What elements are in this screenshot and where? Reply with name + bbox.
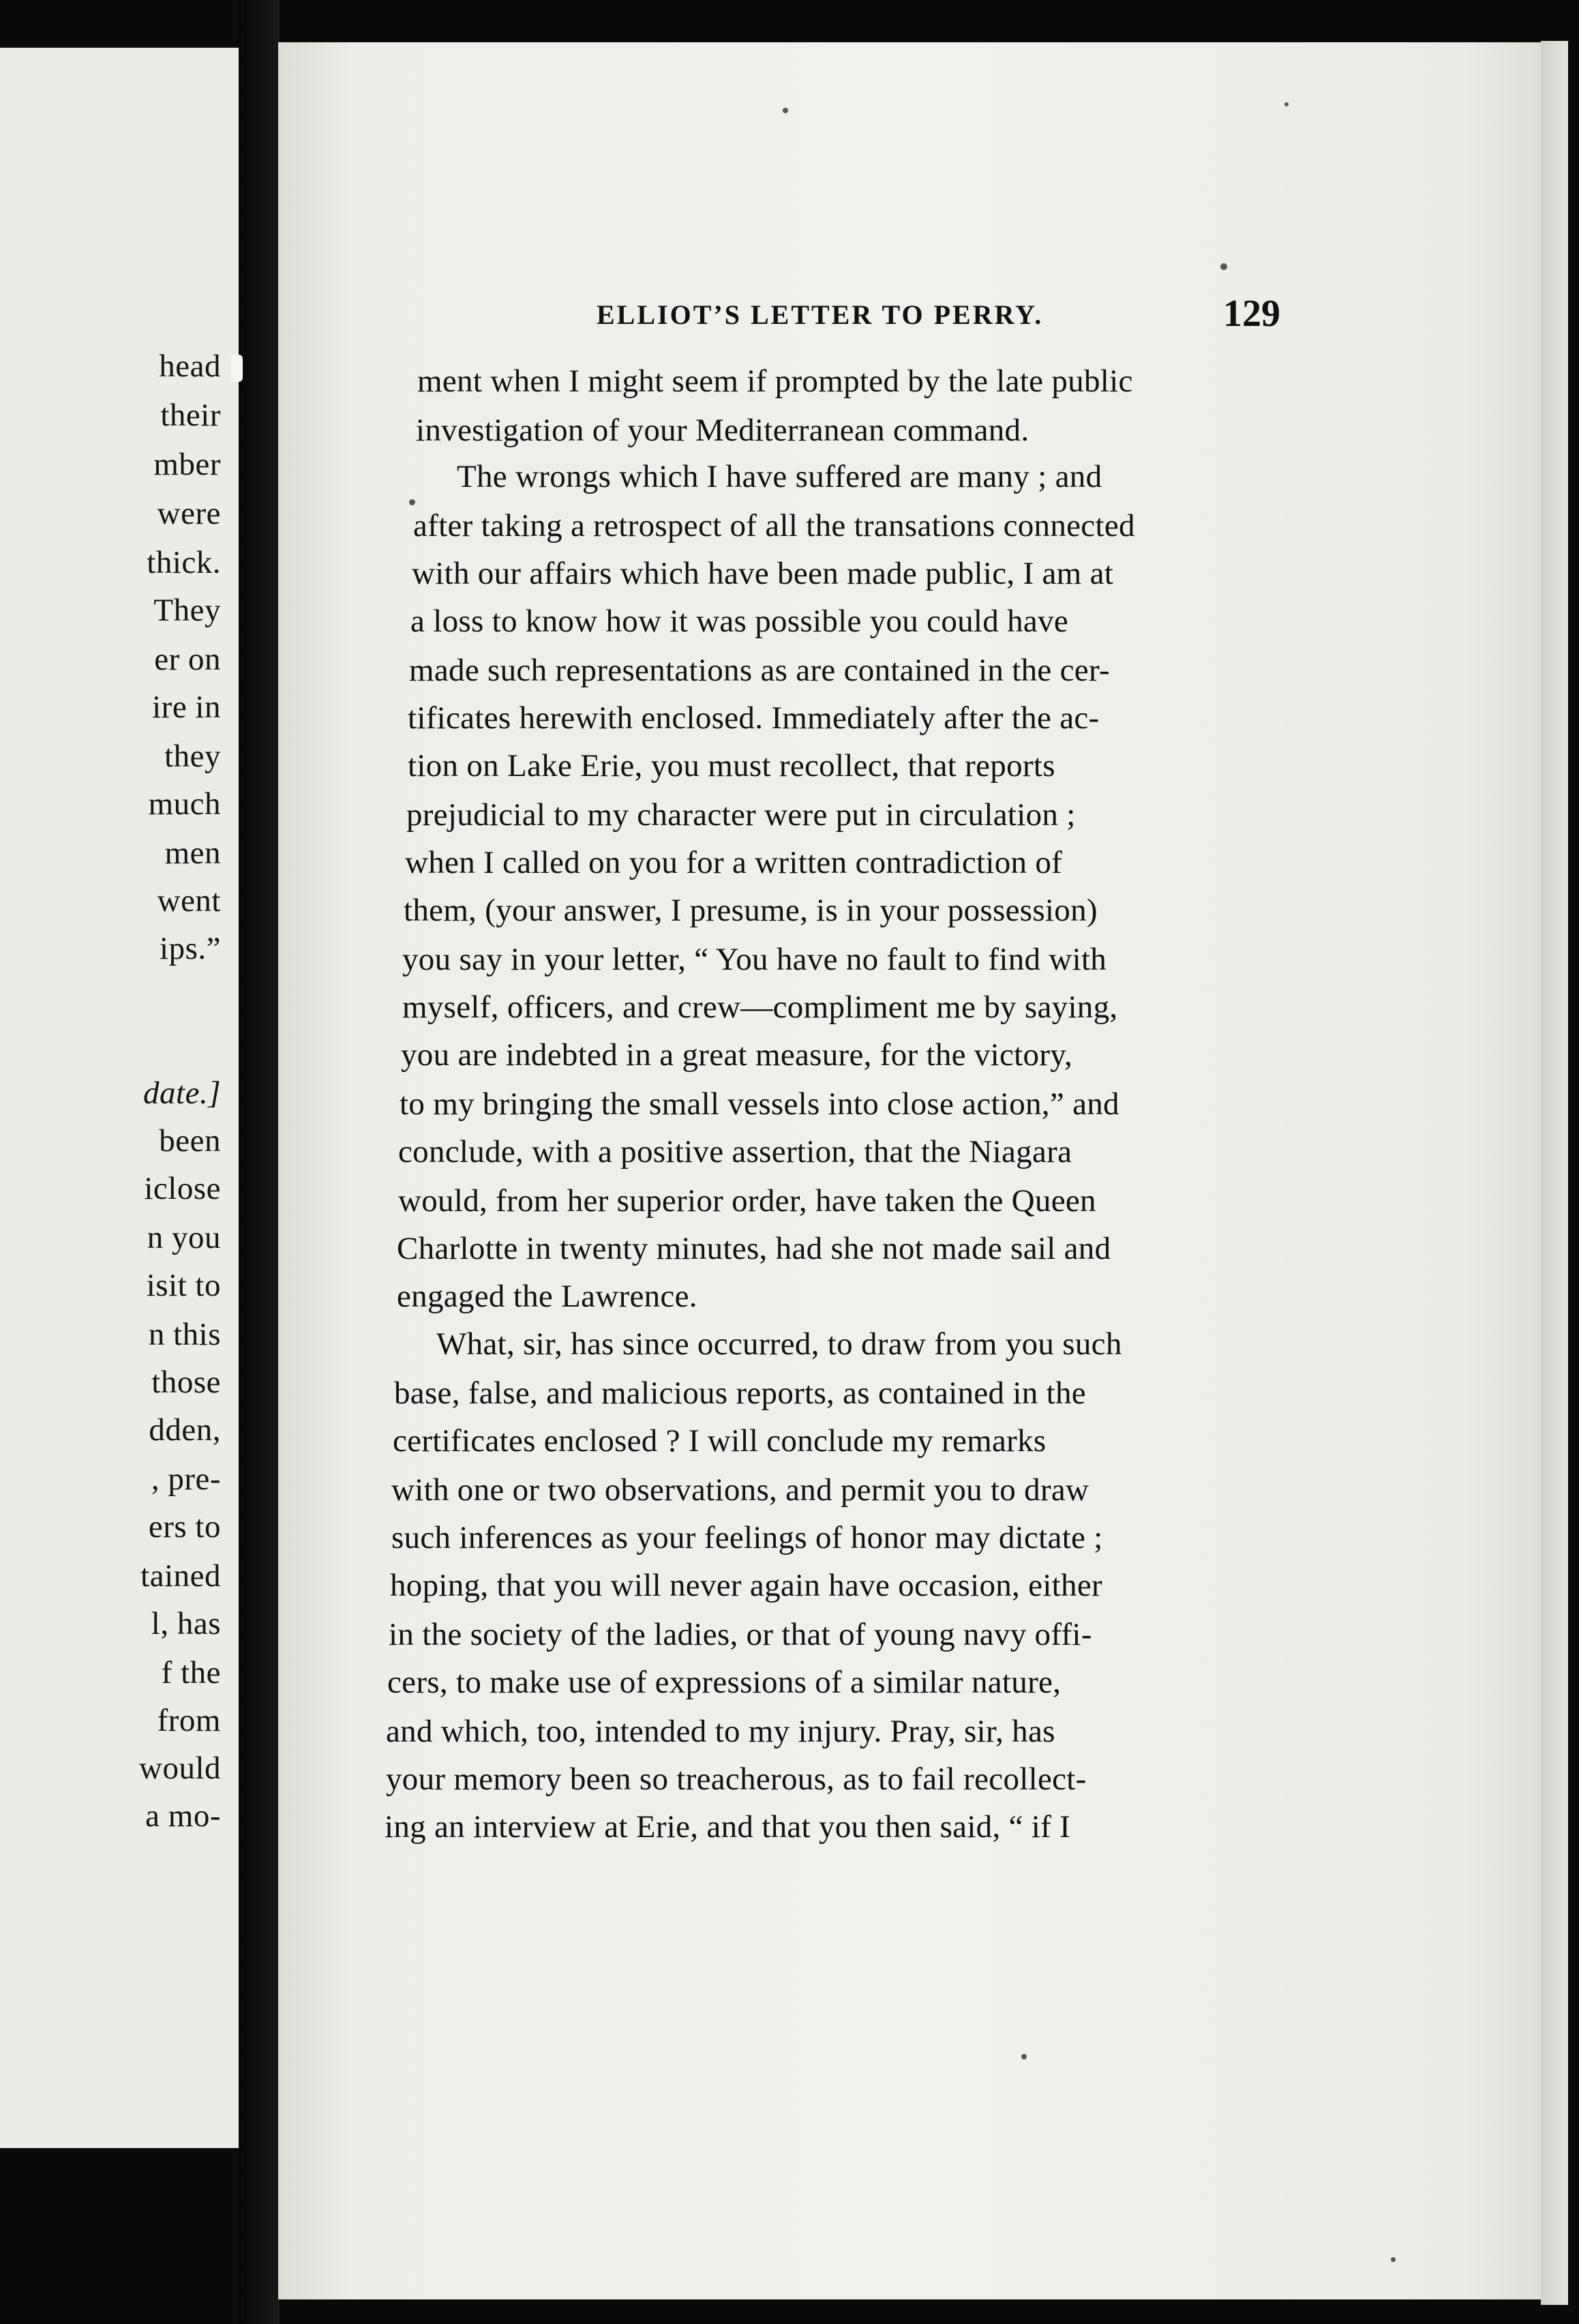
text-line: myself, officers, and crew—compliment me by saying, — [402, 989, 1118, 1025]
text-line: made such representations as are contained in the cer- — [409, 653, 1110, 688]
left-page-line: n you — [147, 1220, 221, 1255]
text-line: you say in your letter, “ You have no fault to find with — [402, 942, 1107, 977]
left-page-line: er on — [154, 642, 221, 677]
text-line: to my bringing the small vessels into close action,” and — [400, 1086, 1119, 1122]
text-line: engaged the Lawrence. — [397, 1279, 697, 1314]
text-line: certificates enclosed ? I will conclude my remarks — [393, 1423, 1047, 1459]
text-line: such inferences as your feelings of honor may dictate ; — [391, 1520, 1103, 1555]
text-line: Charlotte in twenty minutes, had she not made sail and — [397, 1231, 1111, 1266]
left-page-line: mber — [153, 447, 221, 482]
text-line: What, sir, has since occurred, to draw from you such — [436, 1326, 1122, 1362]
left-page-line: dden, — [149, 1412, 221, 1448]
text-line: The wrongs which I have suffered are many ; and — [457, 459, 1102, 494]
left-page-line: head — [159, 348, 221, 384]
text-line: them, (your answer, I presume, is in your possession) — [404, 893, 1098, 928]
text-line: when I called on you for a written contradiction of — [405, 845, 1063, 880]
text-line: in the society of the ladies, or that of young navy offi- — [389, 1617, 1092, 1652]
text-line: tificates herewith enclosed. Immediately after the ac- — [408, 700, 1100, 736]
left-page-line: their — [160, 398, 221, 433]
text-line: prejudicial to my character were put in circulation ; — [406, 797, 1076, 833]
left-page-line: l, has — [151, 1606, 221, 1641]
text-line: cers, to make use of expressions of a similar nature, — [387, 1665, 1062, 1700]
text-line: you are indebted in a great measure, for the victory, — [401, 1037, 1073, 1073]
left-page-line: f the — [161, 1655, 221, 1690]
left-page-line: men — [164, 835, 221, 871]
text-line: tion on Lake Erie, you must recollect, that reports — [408, 748, 1055, 784]
text-line: investigation of your Mediterranean command. — [416, 413, 1029, 448]
left-facing-page — [0, 48, 239, 2148]
left-page-line: They — [153, 593, 221, 628]
left-page-line: n this — [148, 1317, 221, 1352]
left-page-line: isit to — [146, 1268, 221, 1303]
left-page-line: from — [157, 1703, 221, 1738]
text-line: after taking a retrospect of all the transations connected — [413, 508, 1135, 543]
text-line: with our affairs which have been made public, I am at — [412, 556, 1114, 591]
left-page-line: thick. — [147, 545, 221, 580]
left-page-line: much — [148, 786, 221, 822]
left-page-line: those — [151, 1365, 221, 1400]
left-page-line: ers to — [148, 1509, 221, 1545]
left-page-line: ire in — [152, 689, 221, 725]
text-line: your memory been so treacherous, as to fail recollect- — [386, 1761, 1087, 1797]
book-gutter — [239, 0, 280, 2324]
text-line: ing an interview at Erie, and that you then said, “ if I — [385, 1809, 1071, 1845]
text-line: conclude, with a positive assertion, that the Niagara — [398, 1134, 1072, 1170]
left-page-line: , pre- — [151, 1461, 221, 1497]
text-line: base, false, and malicious reports, as contained in the — [394, 1375, 1086, 1411]
text-line: with one or two observations, and permit you to draw — [391, 1472, 1089, 1508]
text-line: ment when I might seem if prompted by the late public — [417, 363, 1133, 399]
left-page-line: ips.” — [160, 931, 221, 966]
left-page-line: date.] — [143, 1075, 221, 1111]
text-line: would, from her superior order, have taken the Queen — [398, 1183, 1096, 1219]
left-page-line: were — [157, 496, 221, 531]
left-page-line: tained — [140, 1558, 221, 1594]
left-page-line: iclose — [144, 1171, 221, 1206]
text-line: hoping, that you will never again have occasion, either — [390, 1568, 1102, 1603]
text-line: a loss to know how it was possible you could have — [410, 604, 1069, 639]
page-edge — [1541, 41, 1568, 2305]
running-head: ELLIOT’S LETTER TO PERRY. — [597, 299, 1044, 330]
text-line: and which, too, intended to my injury. Pray, sir, has — [386, 1714, 1055, 1749]
page-number: 129 — [1223, 293, 1280, 335]
left-page-line: a mo- — [145, 1798, 221, 1834]
left-page-line: went — [157, 883, 221, 919]
left-page-line: they — [164, 739, 221, 774]
left-page-line: been — [159, 1123, 221, 1159]
left-page-line: would — [139, 1751, 221, 1786]
